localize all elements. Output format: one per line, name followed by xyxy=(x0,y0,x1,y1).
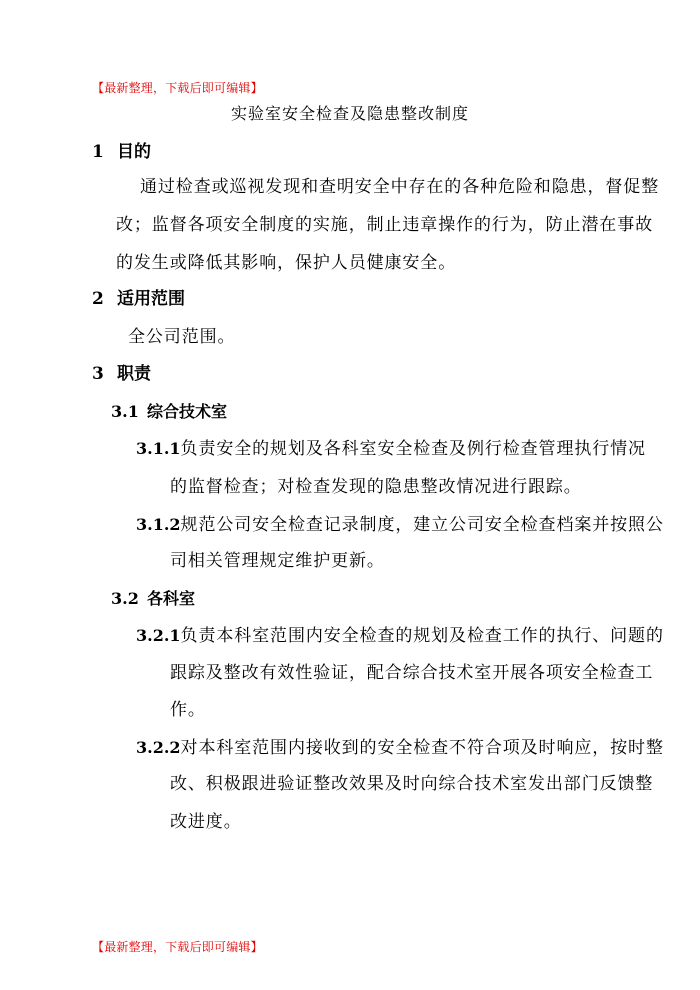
item-3-1-2-line-1 xyxy=(136,514,664,536)
subsection-3-1-heading xyxy=(111,401,227,423)
item-3-1-1-line-2: 的监督检查；对检查发现的隐患整改情况进行跟踪。 xyxy=(170,477,582,497)
item-3-2-1-line-1 xyxy=(136,625,664,647)
item-3-2-2-line-2: 改、积极跟进验证整改效果及时向综合技术室发出部门反馈整 xyxy=(170,774,654,794)
item-3-2-2-line-3: 改进度。 xyxy=(170,812,242,832)
item-3-1-1-line-1 xyxy=(136,438,646,460)
item-3-1-1-number: 3.1.1 xyxy=(136,439,181,458)
section-1-title: 目的 xyxy=(117,142,151,162)
subsection-3-2-heading xyxy=(111,588,195,610)
section-2-title: 适用范围 xyxy=(117,289,185,309)
item-3-2-2-number: 3.2.2 xyxy=(136,738,181,757)
subsection-3-2-number: 3.2 xyxy=(111,589,139,608)
item-3-2-1-number: 3.2.1 xyxy=(136,626,181,645)
section-3-title: 职责 xyxy=(117,364,151,384)
item-3-2-1-line-2: 跟踪及整改有效性验证，配合综合技术室开展各项安全检查工 xyxy=(170,663,654,683)
section-2-number: 2 xyxy=(92,289,104,309)
section-2-heading xyxy=(92,288,185,310)
section-1-line-3: 的发生或降低其影响，保护人员健康安全。 xyxy=(116,253,457,273)
item-3-2-1-text-1: 负责本科室范围内安全检查的规划及检查工作的执行、问题的 xyxy=(180,626,664,646)
item-3-1-2-text-1: 规范公司安全检查记录制度，建立公司安全检查档案并按照公 xyxy=(180,515,664,535)
item-3-1-2-number: 3.1.2 xyxy=(136,515,181,534)
item-3-1-1-text-1: 负责安全的规划及各科室安全检查及例行检查管理执行情况 xyxy=(180,439,646,459)
document-title: 实验室安全检查及隐患整改制度 xyxy=(230,104,469,123)
section-1-line-1: 通过检查或巡视发现和查明安全中存在的各种危险和隐患，督促整 xyxy=(140,177,660,197)
subsection-3-1-title: 综合技术室 xyxy=(147,402,228,421)
subsection-3-1-number: 3.1 xyxy=(111,402,139,421)
bottom-banner: 【最新整理，下载后即可编辑】 xyxy=(92,940,263,954)
section-1-heading xyxy=(92,141,151,163)
section-1-number: 1 xyxy=(92,142,104,162)
section-3-number: 3 xyxy=(92,364,104,384)
subsection-3-2-title: 各科室 xyxy=(147,589,196,608)
item-3-2-2-line-1 xyxy=(136,737,664,759)
top-banner: 【最新整理，下载后即可编辑】 xyxy=(92,81,263,95)
item-3-2-2-text-1: 对本科室范围内接收到的安全检查不符合项及时响应，按时整 xyxy=(180,738,664,758)
item-3-1-2-line-2: 司相关管理规定维护更新。 xyxy=(170,551,385,571)
section-3-heading xyxy=(92,363,151,385)
section-2-line-1: 全公司范围。 xyxy=(128,327,236,347)
item-3-2-1-line-3: 作。 xyxy=(170,700,206,720)
section-1-line-2: 改；监督各项安全制度的实施，制止违章操作的行为，防止潜在事故 xyxy=(116,215,653,235)
